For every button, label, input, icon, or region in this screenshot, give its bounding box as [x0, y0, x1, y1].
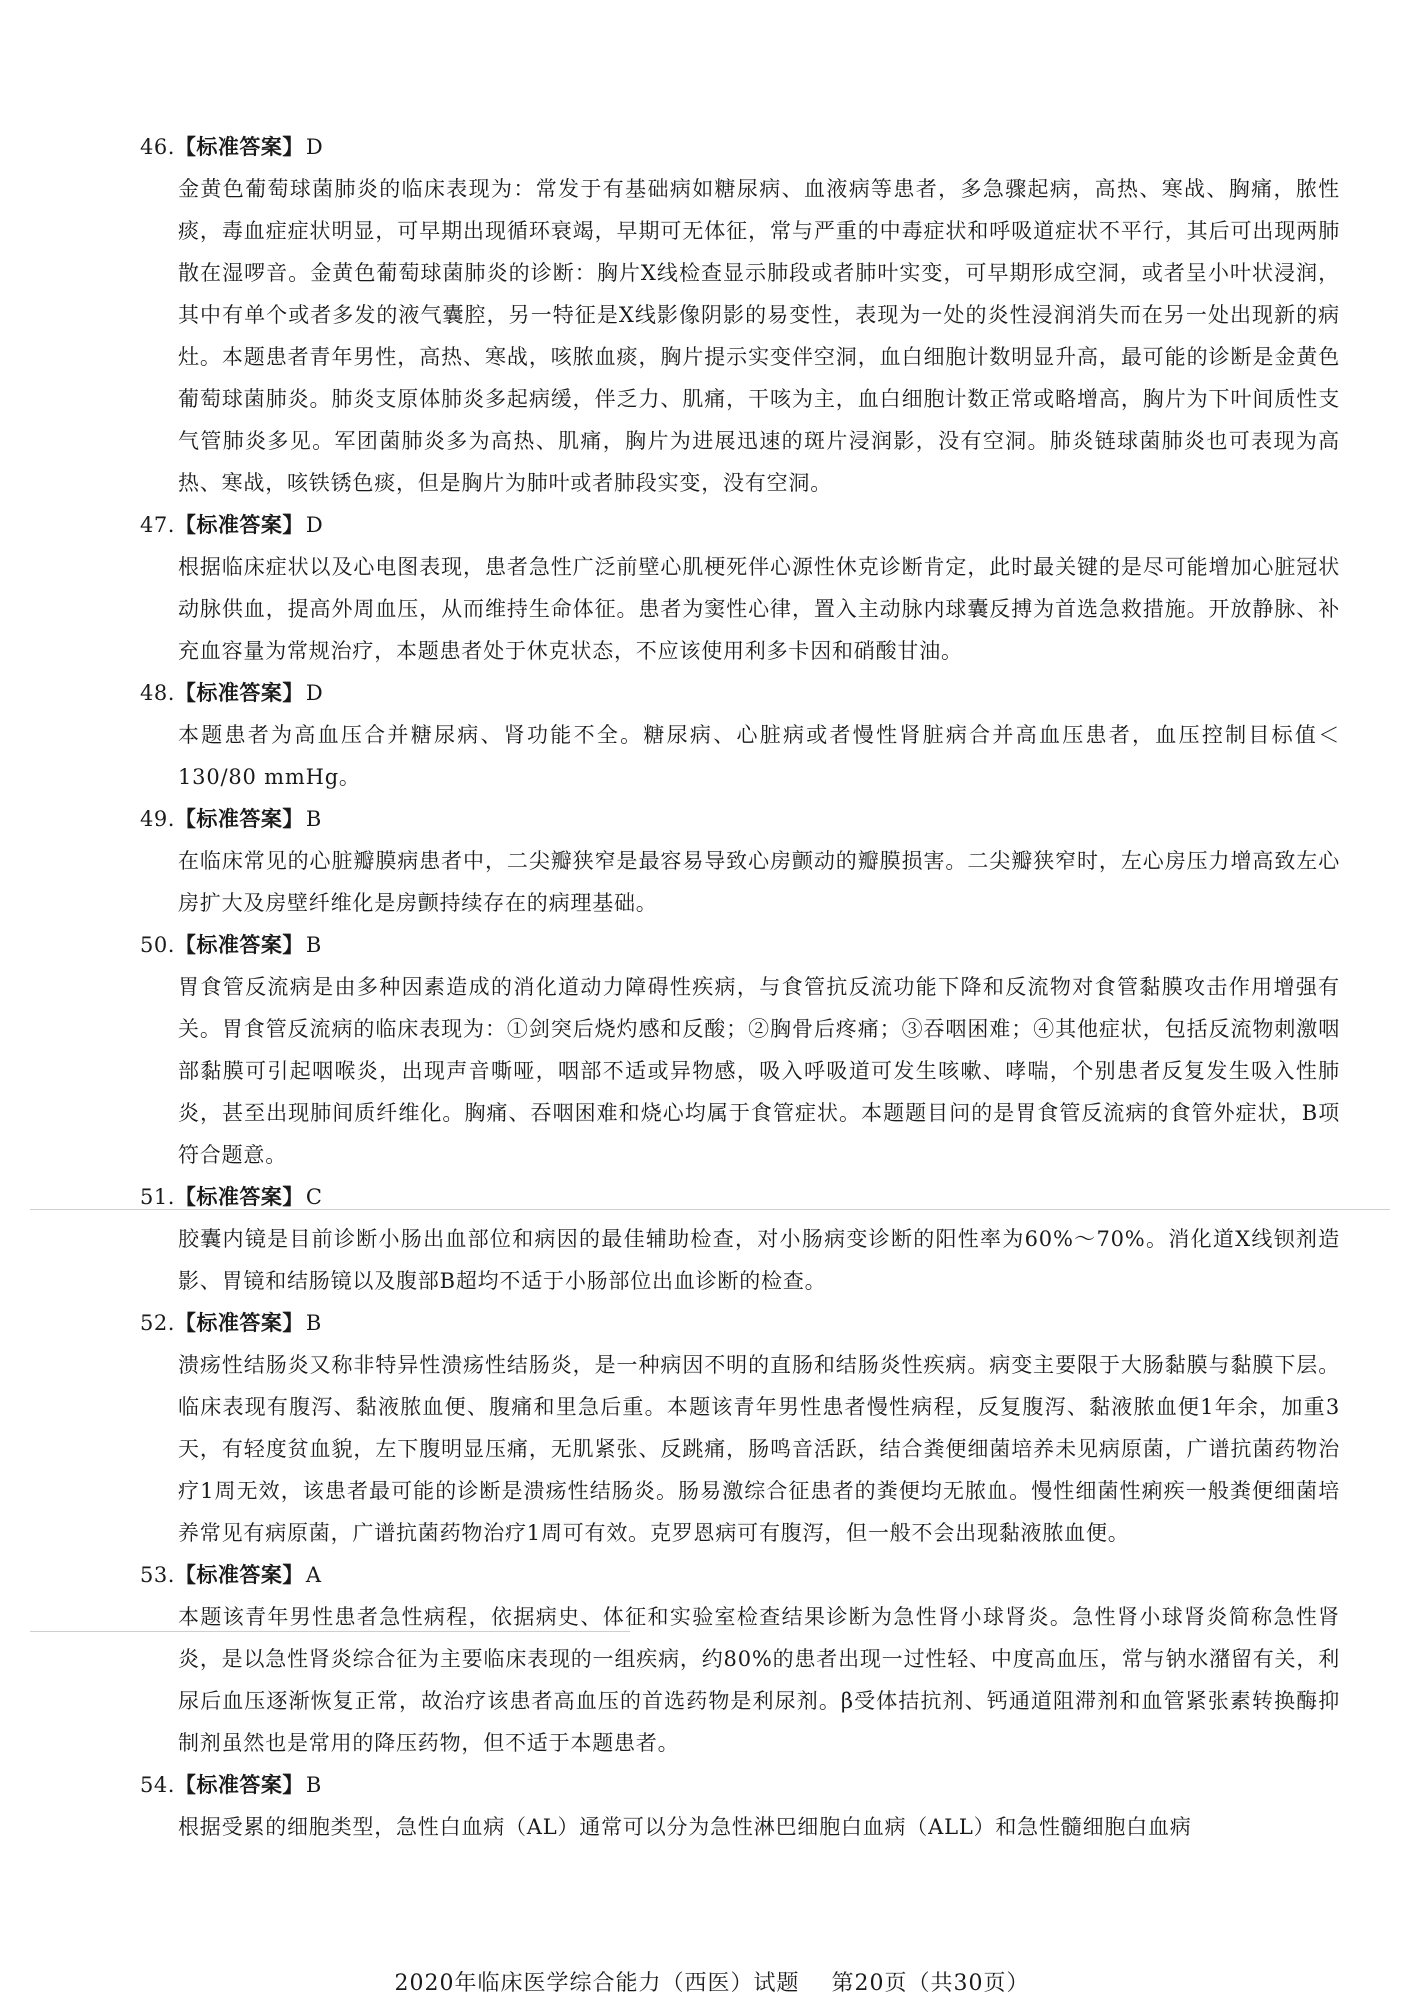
question-number: 47. — [140, 513, 175, 537]
answer-label: 【标准答案】 — [174, 681, 304, 705]
answer-explanation: 在临床常见的心脏瓣膜病患者中，二尖瓣狭窄是最容易导致心房颤动的瓣膜损害。二尖瓣狭窄时，左心房压力增高致左心房扩大及房壁纤维化是房颤持续存在的病理基础。 — [178, 849, 1340, 915]
answer-explanation: 本题该青年男性患者急性病程，依据病史、体征和实验室检查结果诊断为急性肾小球肾炎。急性肾小球肾炎简称急性肾炎，是以急性肾炎综合征为主要临床表现的一组疾病，约80%的患者出现一过性轻、中度高血压，常与钠水潴留有关，利尿后血压逐渐恢复正常，故治疗该患者高血压的首选药物是利尿剂。β受体拮抗剂、钙通道阻滞剂和血管紧张素转换酶抑制剂虽然也是常用的降压药物，但不适于本题患者。 — [178, 1605, 1340, 1755]
exam-title: 2020年临床医学综合能力（西医）试题 — [394, 1971, 800, 1996]
answer-value: B — [305, 933, 322, 957]
answer-header — [140, 1302, 1340, 1344]
answer-explanation: 金黄色葡萄球菌肺炎的临床表现为：常发于有基础病如糖尿病、血液病等患者，多急骤起病，高热、寒战、胸痛，脓性痰，毒血症症状明显，可早期出现循环衰竭，早期可无体征，常与严重的中毒症状和呼吸道症状不平行，其后可出现两肺散在湿啰音。金黄色葡萄球菌肺炎的诊断：胸片X线检查显示肺段或者肺叶实变，可早期形成空洞，或者呈小叶状浸润，其中有单个或者多发的液气囊腔，另一特征是X线影像阴影的易变性，表现为一处的炎性浸润消失而在另一处出现新的病灶。本题患者青年男性，高热、寒战，咳脓血痰，胸片提示实变伴空洞，血白细胞计数明显升高，最可能的诊断是金黄色葡萄球菌肺炎。肺炎支原体肺炎多起病缓，伴乏力、肌痛，干咳为主，血白细胞计数正常或略增高，胸片为下叶间质性支气管肺炎多见。军团菌肺炎多为高热、肌痛，胸片为进展迅速的斑片浸润影，没有空洞。肺炎链球菌肺炎也可表现为高热、寒战，咳铁锈色痰，但是胸片为肺叶或者肺段实变，没有空洞。 — [178, 177, 1340, 495]
answer-item-50 — [140, 924, 1340, 1176]
answer-explanation: 根据受累的细胞类型，急性白血病（AL）通常可以分为急性淋巴细胞白血病（ALL）和急性髓细胞白血病 — [178, 1815, 1192, 1839]
answer-value: A — [305, 1563, 322, 1587]
answer-value: D — [305, 135, 324, 159]
answer-header — [140, 924, 1340, 966]
answer-item-49 — [140, 798, 1340, 924]
answer-value: D — [305, 513, 324, 537]
answer-header — [140, 1764, 1340, 1806]
question-number: 54. — [140, 1773, 175, 1797]
answer-header — [140, 1176, 1340, 1218]
answer-explanation: 根据临床症状以及心电图表现，患者急性广泛前壁心肌梗死伴心源性休克诊断肯定，此时最关键的是尽可能增加心脏冠状动脉供血，提高外周血压，从而维持生命体征。患者为窦性心律，置入主动脉内球囊反搏为首选急救措施。开放静脉、补充血容量为常规治疗，本题患者处于休克状态，不应该使用利多卡因和硝酸甘油。 — [178, 555, 1340, 663]
answer-header — [140, 504, 1340, 546]
answer-explanation: 胶囊内镜是目前诊断小肠出血部位和病因的最佳辅助检查，对小肠病变诊断的阳性率为60%～70%。消化道X线钡剂造影、胃镜和结肠镜以及腹部B超均不适于小肠部位出血诊断的检查。 — [178, 1227, 1340, 1293]
answer-label: 【标准答案】 — [174, 1311, 304, 1335]
answer-header — [140, 672, 1340, 714]
answer-header — [140, 1554, 1340, 1596]
question-number: 49. — [140, 807, 175, 831]
answer-value: B — [305, 1311, 322, 1335]
answer-header — [140, 798, 1340, 840]
answer-explanation: 胃食管反流病是由多种因素造成的消化道动力障碍性疾病，与食管抗反流功能下降和反流物对食管黏膜攻击作用增强有关。胃食管反流病的临床表现为：①剑突后烧灼感和反酸；②胸骨后疼痛；③吞咽困难；④其他症状，包括反流物刺激咽部黏膜可引起咽喉炎，出现声音嘶哑，咽部不适或异物感，吸入呼吸道可发生咳嗽、哮喘，个别患者反复发生吸入性肺炎，甚至出现肺间质纤维化。胸痛、吞咽困难和烧心均属于食管症状。本题题目问的是胃食管反流病的食管外症状，B项符合题意。 — [178, 975, 1340, 1167]
answer-header — [140, 126, 1340, 168]
answer-item-51 — [140, 1176, 1340, 1302]
page-number: 第20页（共30页） — [831, 1971, 1030, 1996]
answer-value: D — [305, 681, 324, 705]
answer-label: 【标准答案】 — [174, 933, 304, 957]
answer-explanation: 溃疡性结肠炎又称非特异性溃疡性结肠炎，是一种病因不明的直肠和结肠炎性疾病。病变主要限于大肠黏膜与黏膜下层。临床表现有腹泻、黏液脓血便、腹痛和里急后重。本题该青年男性患者慢性病程，反复腹泻、黏液脓血便1年余，加重3天，有轻度贫血貌，左下腹明显压痛，无肌紧张、反跳痛，肠鸣音活跃，结合粪便细菌培养未见病原菌，广谱抗菌药物治疗1周无效，该患者最可能的诊断是溃疡性结肠炎。肠易激综合征患者的粪便均无脓血。慢性细菌性痢疾一般粪便细菌培养常见有病原菌，广谱抗菌药物治疗1周可有效。克罗恩病可有腹泻，但一般不会出现黏液脓血便。 — [178, 1353, 1340, 1545]
answer-item-46 — [140, 126, 1340, 504]
answer-explanation: 本题患者为高血压合并糖尿病、肾功能不全。糖尿病、心脏病或者慢性肾脏病合并高血压患者，血压控制目标值＜130/80 mmHg。 — [178, 723, 1340, 789]
answer-label: 【标准答案】 — [174, 1773, 304, 1797]
answer-item-54 — [140, 1764, 1340, 1848]
answer-label: 【标准答案】 — [174, 1185, 304, 1209]
answer-label: 【标准答案】 — [174, 807, 304, 831]
answer-label: 【标准答案】 — [174, 1563, 304, 1587]
answer-item-48 — [140, 672, 1340, 798]
question-number: 48. — [140, 681, 175, 705]
answer-value: B — [305, 807, 322, 831]
answer-label: 【标准答案】 — [174, 513, 304, 537]
question-number: 46. — [140, 135, 175, 159]
question-number: 52. — [140, 1311, 175, 1335]
answer-label: 【标准答案】 — [174, 135, 304, 159]
answer-value: C — [305, 1185, 323, 1209]
answer-list — [140, 126, 1340, 1848]
answer-item-53 — [140, 1554, 1340, 1764]
question-number: 51. — [140, 1185, 175, 1209]
answer-value: B — [305, 1773, 322, 1797]
question-number: 53. — [140, 1563, 175, 1587]
answer-item-47 — [140, 504, 1340, 672]
page-footer — [0, 1966, 1424, 1997]
question-number: 50. — [140, 933, 175, 957]
answer-item-52 — [140, 1302, 1340, 1554]
